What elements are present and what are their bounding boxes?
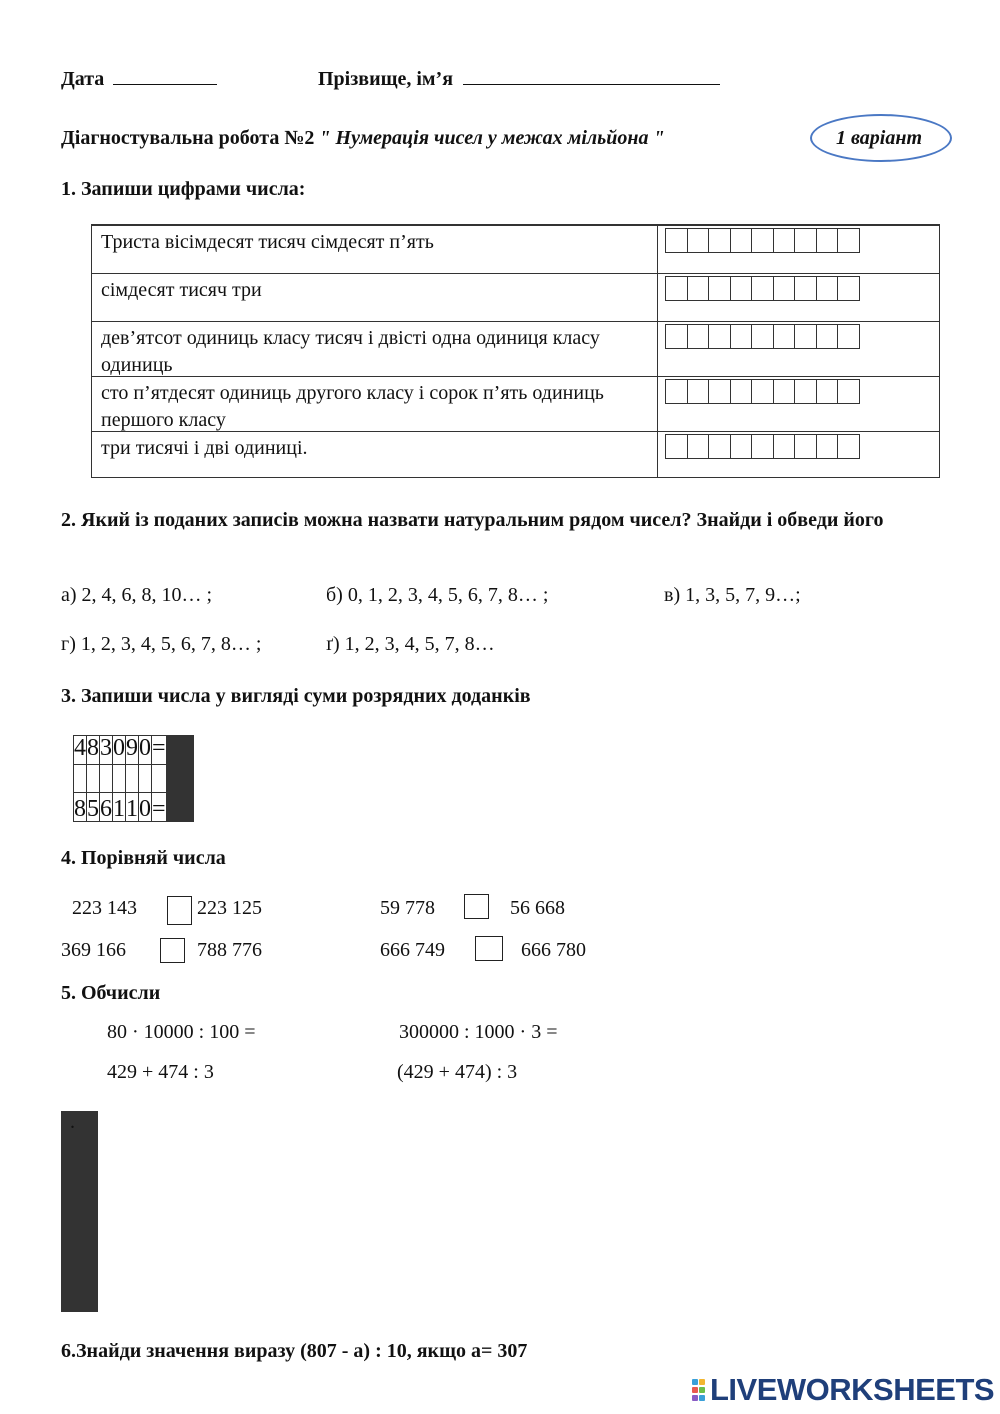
grid-cell[interactable] <box>97 1112 98 1141</box>
grid-cell[interactable] <box>192 736 193 765</box>
grid-cell-digit[interactable]: 8 <box>87 736 100 765</box>
grid-cell[interactable] <box>97 1169 98 1198</box>
compare-answer-box[interactable] <box>167 896 192 925</box>
grid-cell-digit[interactable]: 3 <box>100 736 113 765</box>
grid-cell[interactable] <box>74 764 87 793</box>
task1-row <box>92 431 939 478</box>
compare-right: 666 780 <box>521 939 586 961</box>
task1-row <box>92 225 939 273</box>
grid-cell[interactable] <box>97 1140 98 1169</box>
compare-left: 59 778 <box>380 897 435 919</box>
grid-cell[interactable] <box>87 764 100 793</box>
task2-heading: 2. Який із поданих записів можна назвати натуральним рядом чисел? Знайди і обведи його <box>61 509 884 531</box>
task2-option-v[interactable]: в) 1, 3, 5, 7, 9…; <box>664 584 801 606</box>
expression-1: 80 · 10000 : 100 = <box>107 1021 256 1043</box>
task2-option-b[interactable]: б) 0, 1, 2, 3, 4, 5, 6, 7, 8… ; <box>326 584 549 606</box>
task2-option-g[interactable]: г) 1, 2, 3, 4, 5, 6, 7, 8… ; <box>61 633 262 655</box>
compare-answer-box[interactable] <box>475 936 503 961</box>
grid-cell-digit[interactable]: = <box>152 793 167 822</box>
compare-answer-box[interactable] <box>464 894 489 919</box>
compare-answer-box[interactable] <box>160 938 185 963</box>
expression-3: 429 + 474 : 3 <box>107 1061 214 1083</box>
task1-row-text: три тисячі і дві одиниці. <box>101 437 308 459</box>
date-field-row <box>61 66 217 91</box>
task6-heading: 6.Знайди значення виразу (807 - а) : 10, якщо а= 307 <box>61 1340 528 1362</box>
date-label: Дата <box>61 68 105 90</box>
task2-option-a[interactable]: а) 2, 4, 6, 8, 10… ; <box>61 584 213 606</box>
task1-row-text: сто п’ятдесят одиниць другого класу і сорок п’ять одиниць першого класу <box>101 382 604 431</box>
task1-row-text: сімдесят тисяч три <box>101 279 262 301</box>
grid-cell-digit[interactable]: 1 <box>126 793 139 822</box>
task1-row-text: дев’ятсот одиниць класу тисяч і двісті одна одиниця класу одиниць <box>101 327 600 376</box>
liveworksheets-logo-icon <box>692 1377 706 1403</box>
grid-cell[interactable] <box>97 1226 98 1255</box>
name-label: Прізвище, ім’я <box>318 68 454 90</box>
logo-text: LIVEWORKSHEETS <box>710 1372 995 1407</box>
grid-cell[interactable] <box>152 764 167 793</box>
task3-heading: 3. Запиши числа у вигляді суми розрядних доданків <box>61 685 531 707</box>
task1-row <box>92 376 939 431</box>
grid-cell-digit[interactable]: 0 <box>139 736 152 765</box>
grid-cell-digit[interactable]: 0 <box>139 793 152 822</box>
compare-left: 223 143 <box>72 897 137 919</box>
task1-row-text: Триста вісімдесят тисяч сімдесят п’ять <box>101 231 434 253</box>
grid-cell-digit[interactable]: 6 <box>100 793 113 822</box>
digit-boxes[interactable] <box>666 228 860 253</box>
grid-cell-digit[interactable]: 1 <box>113 793 126 822</box>
grid-cell[interactable] <box>100 764 113 793</box>
grid-cell[interactable] <box>97 1197 98 1226</box>
title-prefix: Діагностувальна робота №2 <box>61 127 315 149</box>
name-field-row <box>318 66 720 91</box>
expression-4: (429 + 474) : 3 <box>397 1061 518 1083</box>
grid-cell[interactable] <box>97 1283 98 1312</box>
grid-cell[interactable] <box>139 764 152 793</box>
grid-cell-digit[interactable]: = <box>152 736 167 765</box>
grid-cell[interactable] <box>126 764 139 793</box>
task2-option-gh[interactable]: ґ) 1, 2, 3, 4, 5, 7, 8… <box>326 633 495 655</box>
name-input-line[interactable] <box>463 66 720 85</box>
grid-cell[interactable] <box>192 793 193 822</box>
worksheet-title <box>61 127 665 150</box>
grid-cell-digit[interactable]: 9 <box>126 736 139 765</box>
grid-mark: . <box>70 1111 75 1133</box>
date-input-line[interactable] <box>113 66 217 85</box>
task5-grid-table[interactable] <box>61 1111 98 1312</box>
compare-right: 56 668 <box>510 897 565 919</box>
task1-row <box>92 321 939 376</box>
expression-2: 300000 : 1000 · 3 = <box>399 1021 558 1043</box>
digit-boxes[interactable] <box>666 434 860 459</box>
digit-boxes[interactable] <box>666 379 860 404</box>
digit-boxes[interactable] <box>666 276 860 301</box>
compare-right: 223 125 <box>197 897 262 919</box>
compare-left: 369 166 <box>61 939 126 961</box>
task5-heading: 5. Обчисли <box>61 982 161 1004</box>
grid-cell-digit[interactable]: 8 <box>74 793 87 822</box>
task1-table <box>91 224 940 478</box>
task1-heading: 1. Запиши цифрами числа: <box>61 178 306 200</box>
liveworksheets-logo <box>692 1372 994 1408</box>
compare-left: 666 749 <box>380 939 445 961</box>
compare-right: 788 776 <box>197 939 262 961</box>
grid-cell-digit[interactable]: 5 <box>87 793 100 822</box>
task1-row <box>92 273 939 321</box>
grid-cell[interactable] <box>113 764 126 793</box>
grid-cell[interactable] <box>97 1254 98 1283</box>
title-topic: " Нумерація чисел у межах мільйона " <box>314 127 665 149</box>
grid-cell-digit[interactable]: 0 <box>113 736 126 765</box>
variant-label: 1 варіант <box>836 127 923 149</box>
grid-cell[interactable] <box>192 764 193 793</box>
digit-boxes[interactable] <box>666 324 860 349</box>
grid-cell-digit[interactable]: 4 <box>74 736 87 765</box>
task4-heading: 4. Порівняй числа <box>61 847 226 869</box>
task3-grid-table[interactable] <box>73 735 194 822</box>
